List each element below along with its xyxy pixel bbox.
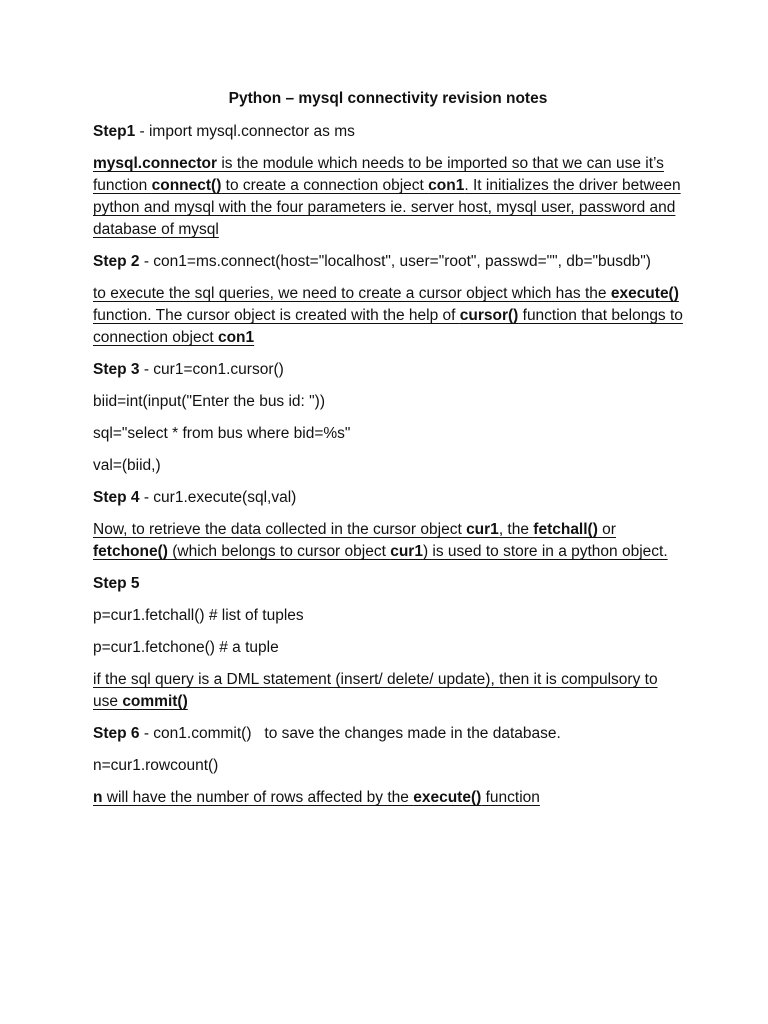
step4-text: - cur1.execute(sql,val) xyxy=(139,489,297,506)
para2-text xyxy=(93,285,683,346)
code-line-fetchone: p=cur1.fetchone() # a tuple xyxy=(93,639,279,656)
step5-label: Step 5 xyxy=(93,575,140,592)
para2-bold-con1: con1 xyxy=(217,329,255,346)
para3-bold-fetchone: fetchone() xyxy=(93,543,168,560)
para-rows-affected xyxy=(93,787,683,809)
para4-bold-commit: commit() xyxy=(122,693,188,710)
para3-bold-fetchall: fetchall() xyxy=(533,521,598,538)
step2-label: Step 2 xyxy=(93,253,140,270)
para-cursor-object xyxy=(93,283,683,349)
step4-line xyxy=(93,487,683,509)
step1-line xyxy=(93,121,683,143)
para5-span-2: will have the number of rows affected by the xyxy=(102,789,414,806)
document-page xyxy=(93,88,683,819)
step6-text: - con1.commit() to save the changes made in the database. xyxy=(139,725,561,742)
step3-line xyxy=(93,359,683,381)
para1-bold-con1: con1 xyxy=(428,177,465,194)
para3-bold-cur1-2: cur1 xyxy=(390,543,423,560)
step5-line xyxy=(93,573,683,595)
para2-span-1: to execute the sql queries, we need to create a cursor object which has the xyxy=(93,285,611,302)
step2-text: - con1=ms.connect(host="localhost", user="root", passwd="", db="busdb") xyxy=(139,253,651,270)
code-line-biid: biid=int(input("Enter the bus id: ")) xyxy=(93,393,325,410)
para1-span-6: . It initializes the driver between python and mysql with the four parameters ie. server host, mysql user, password and database of mysql xyxy=(93,177,681,238)
para3-span-7: (which belongs to cursor object xyxy=(167,543,391,560)
para1-text xyxy=(93,155,681,238)
para3-span-9: ) is used to store in a python object. xyxy=(422,543,668,560)
para-mysql-connector xyxy=(93,153,683,241)
para2-bold-cursor: cursor() xyxy=(459,307,519,324)
document-title: Python – mysql connectivity revision notes xyxy=(228,90,548,107)
step2-line xyxy=(93,251,683,273)
step6-label: Step 6 xyxy=(93,725,140,742)
step1-label: Step1 xyxy=(93,123,136,140)
code-line-sql: sql="select * from bus where bid=%s" xyxy=(93,425,351,442)
para5-text xyxy=(93,789,540,806)
step6-line xyxy=(93,723,683,745)
code-line-fetchall: p=cur1.fetchall() # list of tuples xyxy=(93,607,304,624)
para5-bold-execute: execute() xyxy=(413,789,482,806)
para3-span-3: , the xyxy=(498,521,534,538)
para2-span-5: function that belongs to connection object xyxy=(93,307,683,346)
para3-span-5: or xyxy=(597,521,616,538)
para4-span-1: if the sql query is a DML statement (insert/ delete/ update), then it is compulsory to use xyxy=(93,671,658,710)
para2-bold-execute: execute() xyxy=(610,285,679,302)
step4-label: Step 4 xyxy=(93,489,140,506)
para2-span-3: function. The cursor object is created with the help of xyxy=(93,307,460,324)
code-line-rowcount: n=cur1.rowcount() xyxy=(93,757,219,774)
step1-text: - import mysql.connector as ms xyxy=(135,123,355,140)
para3-text xyxy=(93,521,668,560)
step3-label: Step 3 xyxy=(93,361,140,378)
para1-span-2: is the module which needs to be imported so that we can use it’s function xyxy=(93,155,664,194)
para1-bold-connect: connect() xyxy=(151,177,222,194)
para3-span-1: Now, to retrieve the data collected in the cursor object xyxy=(93,521,467,538)
para4-text xyxy=(93,671,658,710)
para1-bold-module: mysql.connector xyxy=(93,155,218,172)
para1-span-4: to create a connection object xyxy=(221,177,429,194)
para5-bold-n: n xyxy=(93,789,103,806)
para5-span-4: function xyxy=(481,789,540,806)
code-line-val: val=(biid,) xyxy=(93,457,161,474)
para-dml-commit xyxy=(93,669,683,713)
step3-text: - cur1=con1.cursor() xyxy=(139,361,284,378)
para-fetch xyxy=(93,519,683,563)
para3-bold-cur1: cur1 xyxy=(466,521,499,538)
